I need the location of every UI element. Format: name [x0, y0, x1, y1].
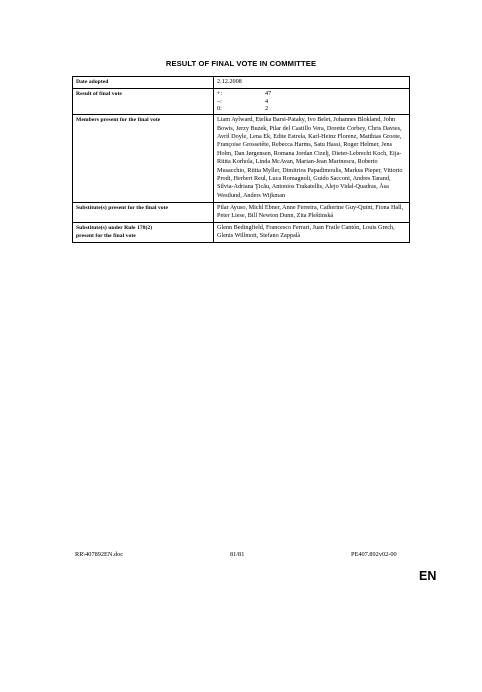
vote-sign-against: –:: [217, 97, 222, 105]
table-row-date-adopted: [73, 77, 410, 89]
members-label: Members present for the final vote: [73, 115, 214, 203]
page-title: RESULT OF FINAL VOTE IN COMMITTEE: [165, 59, 317, 68]
final-vote-label: Result of final vote: [73, 88, 214, 114]
substitutes-rule-label-line2: present for the final vote: [76, 233, 136, 240]
table-row-substitutes: [73, 202, 410, 222]
vote-count-abstain: 2: [265, 105, 269, 113]
footer-document-ref: RR\407892EN.doc: [75, 551, 124, 558]
vote-sign-abstain: 0:: [217, 105, 222, 113]
members-list: Liam Aylward, Etelka Barsi-Pataky, Ivo Belet, Johannes Blokland, John Bowis, Jerzy Buzek, Pilar del Castillo Vera, Dorette Corbey, Chris Davies, Avril Doyle, Lena Ek, Edite Estrela, Karl-Heinz Florenz, Matthias Groote, Françoise Grossetête, Rebecca Harms, Satu Hassi, Roger Helmer, Jens Holm, Dan Jørgensen, Romana Jordan Cizelj, Dieter-Lebrecht Koch, Eija-Riitta Korhola, Linda McAvan, Marian-Jean Marinescu, Roberto Musacchio, Riitta Myller, Dimitrios Papadimoulis, Markus Pieper, Vittorio Prodi, Herbert Reul, Luca Romagnoli, Guido Sacconi, Andres Tarand, Silvia-Adriana Ţicău, Antonios Trakatellis, Alejo Vidal-Quadras, Åsa Westlund, Anders Wijkman: [214, 115, 410, 203]
footer-page-number: 81/81: [230, 551, 245, 558]
vote-count-for: 47: [265, 89, 272, 97]
vote-line-for: [217, 90, 406, 98]
table-row-final-vote: [73, 88, 410, 114]
final-vote-table: [72, 76, 410, 243]
table-row-members: [73, 115, 410, 203]
substitutes-rule-list: Glenn Bedingfield, Francesco Ferrari, Juan Fraile Cantón, Louis Grech, Glenis Willmott, Stefano Zappalà: [214, 223, 410, 243]
language-code: EN: [419, 569, 437, 583]
vote-sign-for: +:: [217, 89, 223, 97]
table-row-substitutes-rule: [73, 223, 410, 243]
vote-line-against: [217, 98, 406, 106]
substitutes-list: Pilar Ayuso, Michl Ebner, Anne Ferreira, Catherine Guy-Quint, Fiona Hall, Peter Liese, Bill Newton Dunn, Zita Pleštinská: [214, 202, 410, 222]
date-adopted-label: Date adopted: [73, 77, 214, 89]
vote-count-against: 4: [265, 97, 269, 105]
substitutes-label: Substitute(s) present for the final vote: [73, 202, 214, 222]
date-adopted-value: 2.12.2008: [214, 77, 410, 89]
footer-pe-number: PE407.892v02-00: [351, 551, 397, 558]
substitutes-rule-label-line1: Substitute(s) under Rule 178(2): [76, 225, 153, 232]
vote-line-abstain: [217, 105, 406, 113]
final-vote-results: [214, 88, 410, 114]
substitutes-rule-label: [73, 223, 214, 243]
